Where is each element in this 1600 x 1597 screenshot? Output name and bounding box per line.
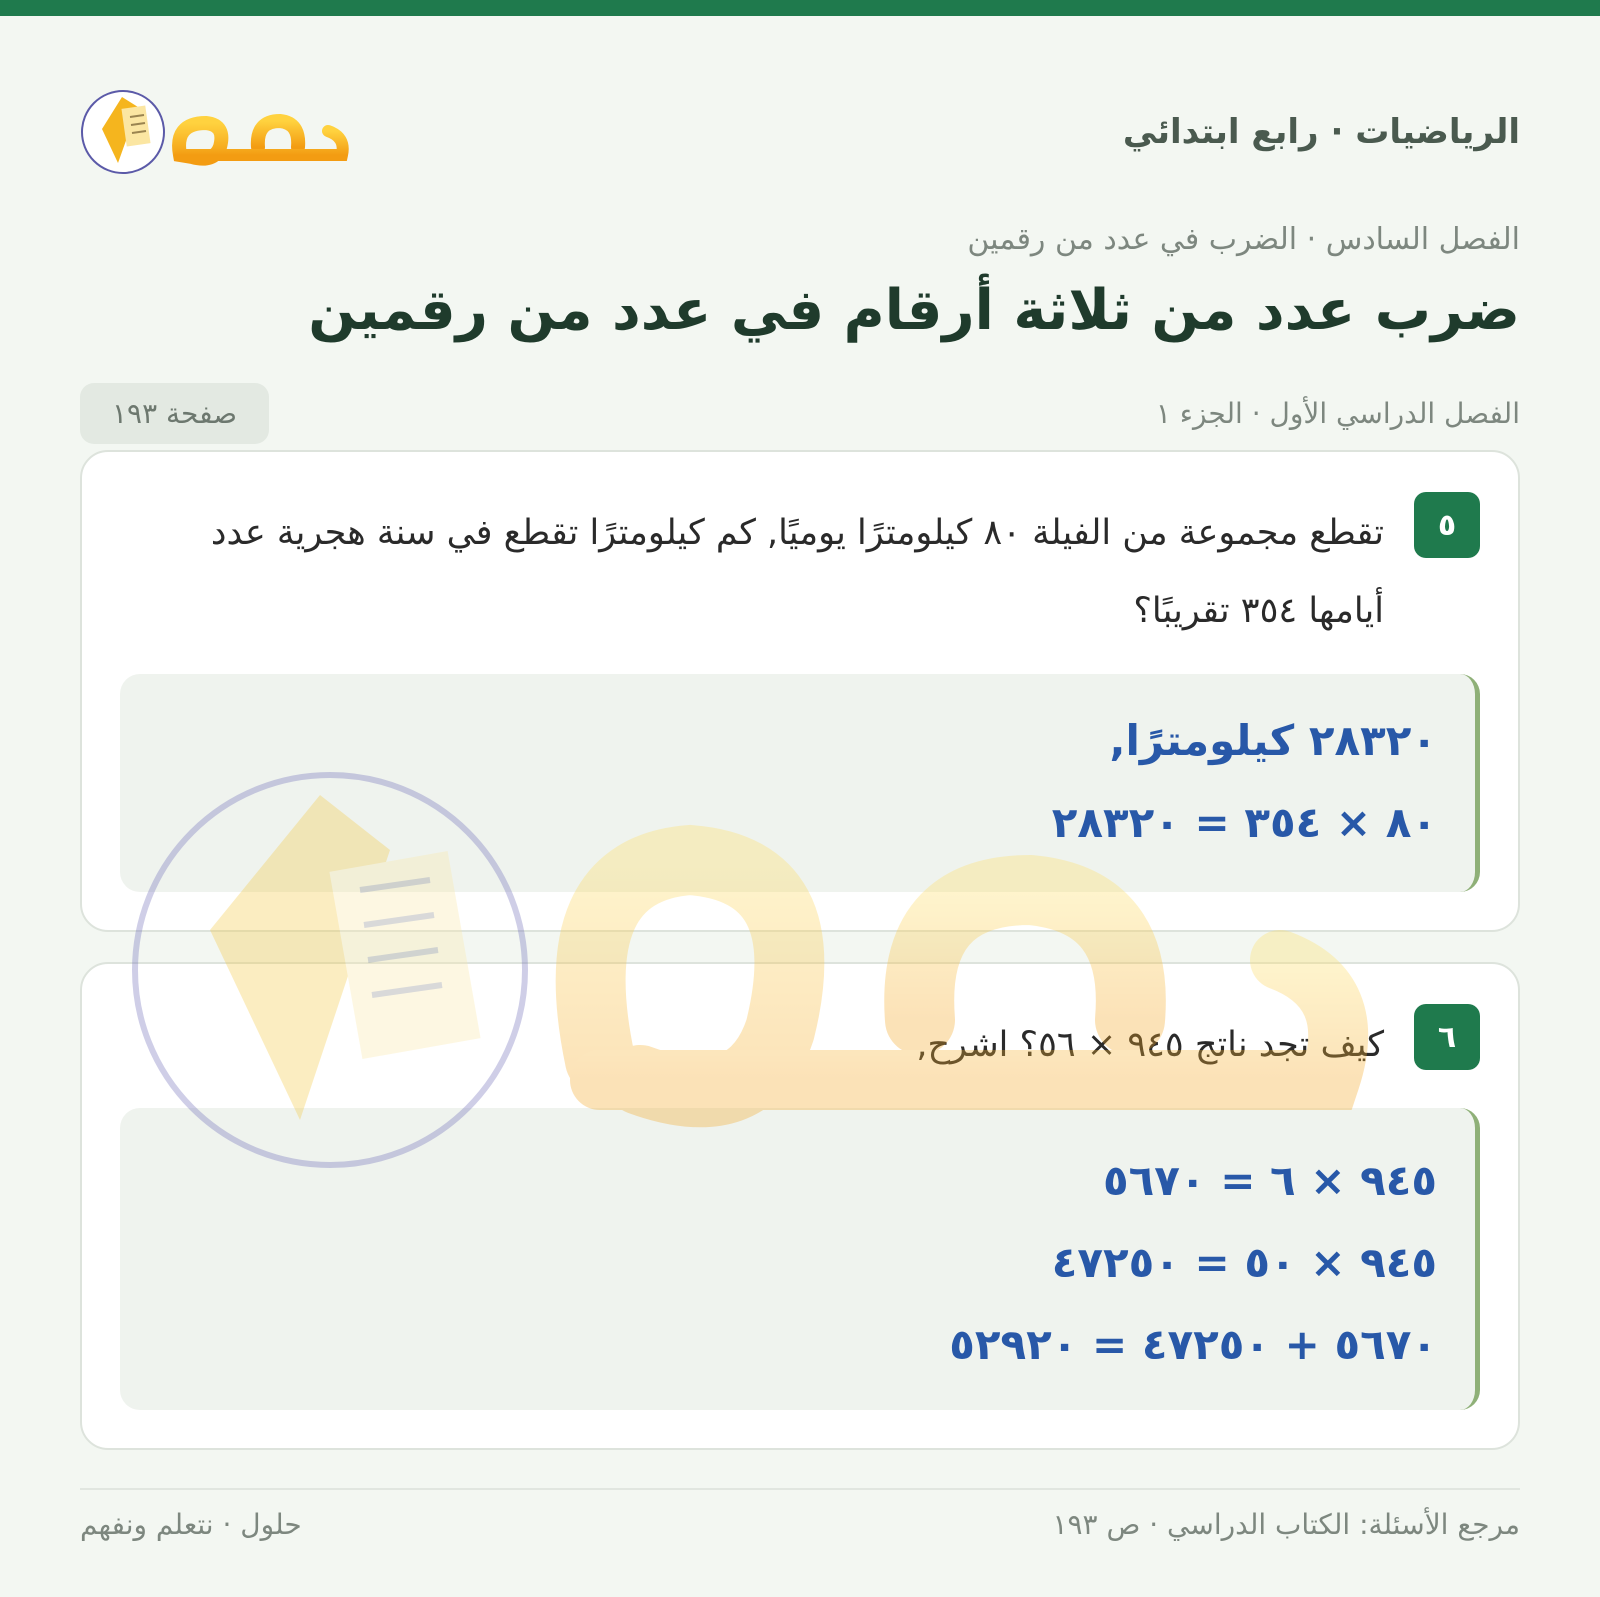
page-number-badge: صفحة ١٩٣ [80,383,269,444]
question-number: ٦ [1414,1004,1480,1070]
page-footer [80,1508,1520,1541]
page-header [80,72,1520,192]
question-text: كيف تجد ناتج ٩٤٥ × ٥٦؟ اشرح, [916,1025,1384,1065]
footer-divider [80,1488,1520,1490]
lesson-meta-row [80,378,1520,448]
question-card [80,962,1520,1450]
answer-line: ٢٨٣٢٠ كيلومترًا, [1109,716,1437,765]
answer-line: ٩٤٥ × ٦ = ٥٦٧٠ [1103,1156,1437,1205]
source-reference: مرجع الأسئلة: الكتاب الدراسي · ص ١٩٣ [1052,1508,1520,1541]
subject-label: الرياضيات · رابع ابتدائي [1122,112,1520,152]
answer-line: ٩٤٥ × ٥٠ = ٤٧٢٥٠ [1051,1238,1437,1287]
answer-line: ٨٠ × ٣٥٤ = ٢٨٣٢٠ [1051,798,1437,847]
top-accent-bar [0,0,1600,16]
brand-tagline: حلول · نتعلم ونفهم [80,1508,302,1541]
page-title: ضرب عدد من ثلاثة أرقام في عدد من رقمين [308,278,1520,343]
question-card [80,450,1520,932]
brand-logo[interactable] [80,77,350,187]
answer-line: ٥٦٧٠ + ٤٧٢٥٠ = ٥٢٩٢٠ [949,1320,1437,1369]
hulul-logo-icon [80,77,350,187]
answer-box [120,674,1480,892]
question-number: ٥ [1414,492,1480,558]
answer-box [120,1108,1480,1410]
chapter-breadcrumb: الفصل السادس · الضرب في عدد من رقمين [967,222,1520,257]
question-text: تقطع مجموعة من الفيلة ٨٠ كيلومترًا يوميًا, كم كيلومترًا تقطع في سنة هجرية عدد أيامها ٣٥٤ تقريبًا؟ [210,513,1384,631]
semester-label: الفصل الدراسي الأول · الجزء ١ [1155,396,1520,430]
